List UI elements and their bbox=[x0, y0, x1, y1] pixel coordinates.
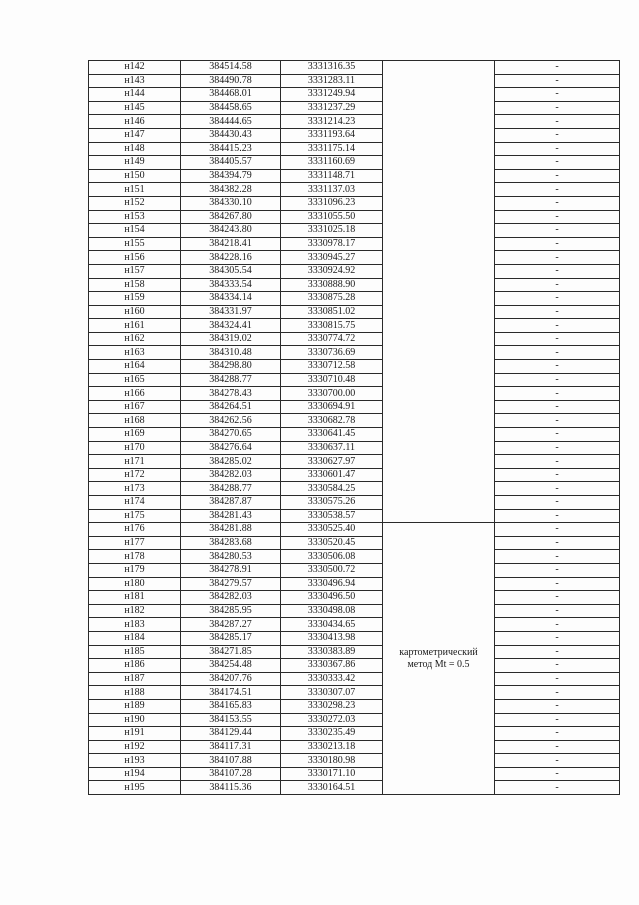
point-name-cell: н171 bbox=[89, 455, 181, 469]
table-row bbox=[89, 292, 620, 306]
dash-cell: - bbox=[495, 128, 620, 142]
point-name-cell: н177 bbox=[89, 536, 181, 550]
table-row bbox=[89, 468, 620, 482]
y-coordinate-cell: 3331025.18 bbox=[281, 224, 383, 238]
dash-cell: - bbox=[495, 400, 620, 414]
table-row bbox=[89, 156, 620, 170]
dash-cell: - bbox=[495, 536, 620, 550]
x-coordinate-cell: 384278.43 bbox=[181, 387, 281, 401]
table-row bbox=[89, 115, 620, 129]
point-name-cell: н194 bbox=[89, 767, 181, 781]
y-coordinate-cell: 3331137.03 bbox=[281, 183, 383, 197]
x-coordinate-cell: 384115.36 bbox=[181, 781, 281, 795]
table-row bbox=[89, 659, 620, 673]
table-row bbox=[89, 305, 620, 319]
y-coordinate-cell: 3331237.29 bbox=[281, 101, 383, 115]
table-row bbox=[89, 360, 620, 374]
y-coordinate-cell: 3330538.57 bbox=[281, 509, 383, 523]
dash-cell: - bbox=[495, 196, 620, 210]
table-row bbox=[89, 373, 620, 387]
point-name-cell: н145 bbox=[89, 101, 181, 115]
table-row bbox=[89, 672, 620, 686]
table-row bbox=[89, 414, 620, 428]
x-coordinate-cell: 384394.79 bbox=[181, 169, 281, 183]
dash-cell: - bbox=[495, 659, 620, 673]
x-coordinate-cell: 384331.97 bbox=[181, 305, 281, 319]
table-row bbox=[89, 400, 620, 414]
x-coordinate-cell: 384282.03 bbox=[181, 468, 281, 482]
x-coordinate-cell: 384279.57 bbox=[181, 577, 281, 591]
coordinates-table-body bbox=[89, 61, 620, 795]
point-name-cell: н188 bbox=[89, 686, 181, 700]
table-row bbox=[89, 169, 620, 183]
dash-cell: - bbox=[495, 496, 620, 510]
dash-cell: - bbox=[495, 183, 620, 197]
y-coordinate-cell: 3330700.00 bbox=[281, 387, 383, 401]
table-row bbox=[89, 781, 620, 795]
table-row bbox=[89, 332, 620, 346]
table-row bbox=[89, 618, 620, 632]
dash-cell: - bbox=[495, 713, 620, 727]
y-coordinate-cell: 3330164.51 bbox=[281, 781, 383, 795]
point-name-cell: н147 bbox=[89, 128, 181, 142]
table-row bbox=[89, 496, 620, 510]
x-coordinate-cell: 384333.54 bbox=[181, 278, 281, 292]
table-row bbox=[89, 278, 620, 292]
y-coordinate-cell: 3330637.11 bbox=[281, 441, 383, 455]
y-coordinate-cell: 3331096.23 bbox=[281, 196, 383, 210]
point-name-cell: н183 bbox=[89, 618, 181, 632]
dash-cell: - bbox=[495, 332, 620, 346]
x-coordinate-cell: 384129.44 bbox=[181, 727, 281, 741]
y-coordinate-cell: 3330875.28 bbox=[281, 292, 383, 306]
table-row bbox=[89, 727, 620, 741]
y-coordinate-cell: 3331175.14 bbox=[281, 142, 383, 156]
point-name-cell: н166 bbox=[89, 387, 181, 401]
dash-cell: - bbox=[495, 591, 620, 605]
dash-cell: - bbox=[495, 577, 620, 591]
dash-cell: - bbox=[495, 631, 620, 645]
table-row bbox=[89, 346, 620, 360]
y-coordinate-cell: 3330641.45 bbox=[281, 428, 383, 442]
table-row bbox=[89, 61, 620, 75]
dash-cell: - bbox=[495, 264, 620, 278]
x-coordinate-cell: 384107.88 bbox=[181, 754, 281, 768]
x-coordinate-cell: 384218.41 bbox=[181, 237, 281, 251]
y-coordinate-cell: 3330272.03 bbox=[281, 713, 383, 727]
point-name-cell: н178 bbox=[89, 550, 181, 564]
x-coordinate-cell: 384288.77 bbox=[181, 482, 281, 496]
y-coordinate-cell: 3330333.42 bbox=[281, 672, 383, 686]
x-coordinate-cell: 384444.65 bbox=[181, 115, 281, 129]
x-coordinate-cell: 384490.78 bbox=[181, 74, 281, 88]
y-coordinate-cell: 3330498.08 bbox=[281, 604, 383, 618]
x-coordinate-cell: 384285.02 bbox=[181, 455, 281, 469]
y-coordinate-cell: 3330712.58 bbox=[281, 360, 383, 374]
y-coordinate-cell: 3331214.23 bbox=[281, 115, 383, 129]
x-coordinate-cell: 384271.85 bbox=[181, 645, 281, 659]
method-cell bbox=[383, 523, 495, 795]
dash-cell: - bbox=[495, 251, 620, 265]
dash-cell: - bbox=[495, 604, 620, 618]
dash-cell: - bbox=[495, 523, 620, 537]
y-coordinate-cell: 3330500.72 bbox=[281, 563, 383, 577]
x-coordinate-cell: 384107.28 bbox=[181, 767, 281, 781]
point-name-cell: н156 bbox=[89, 251, 181, 265]
dash-cell: - bbox=[495, 414, 620, 428]
y-coordinate-cell: 3330171.10 bbox=[281, 767, 383, 781]
x-coordinate-cell: 384281.88 bbox=[181, 523, 281, 537]
dash-cell: - bbox=[495, 672, 620, 686]
point-name-cell: н148 bbox=[89, 142, 181, 156]
y-coordinate-cell: 3331055.50 bbox=[281, 210, 383, 224]
point-name-cell: н160 bbox=[89, 305, 181, 319]
y-coordinate-cell: 3330298.23 bbox=[281, 699, 383, 713]
table-row bbox=[89, 713, 620, 727]
y-coordinate-cell: 3330851.02 bbox=[281, 305, 383, 319]
point-name-cell: н190 bbox=[89, 713, 181, 727]
y-coordinate-cell: 3331148.71 bbox=[281, 169, 383, 183]
table-row bbox=[89, 251, 620, 265]
x-coordinate-cell: 384287.27 bbox=[181, 618, 281, 632]
table-row bbox=[89, 482, 620, 496]
y-coordinate-cell: 3330924.92 bbox=[281, 264, 383, 278]
x-coordinate-cell: 384281.43 bbox=[181, 509, 281, 523]
x-coordinate-cell: 384285.95 bbox=[181, 604, 281, 618]
method-cell-empty bbox=[383, 61, 495, 523]
y-coordinate-cell: 3330213.18 bbox=[281, 740, 383, 754]
dash-cell: - bbox=[495, 88, 620, 102]
point-name-cell: н185 bbox=[89, 645, 181, 659]
x-coordinate-cell: 384254.48 bbox=[181, 659, 281, 673]
y-coordinate-cell: 3331193.64 bbox=[281, 128, 383, 142]
dash-cell: - bbox=[495, 767, 620, 781]
table-row bbox=[89, 237, 620, 251]
y-coordinate-cell: 3331160.69 bbox=[281, 156, 383, 170]
table-row bbox=[89, 767, 620, 781]
dash-cell: - bbox=[495, 509, 620, 523]
table-row bbox=[89, 550, 620, 564]
point-name-cell: н193 bbox=[89, 754, 181, 768]
dash-cell: - bbox=[495, 550, 620, 564]
x-coordinate-cell: 384415.23 bbox=[181, 142, 281, 156]
x-coordinate-cell: 384264.51 bbox=[181, 400, 281, 414]
dash-cell: - bbox=[495, 387, 620, 401]
point-name-cell: н158 bbox=[89, 278, 181, 292]
y-coordinate-cell: 3330627.97 bbox=[281, 455, 383, 469]
x-coordinate-cell: 384382.28 bbox=[181, 183, 281, 197]
x-coordinate-cell: 384165.83 bbox=[181, 699, 281, 713]
y-coordinate-cell: 3330496.50 bbox=[281, 591, 383, 605]
table-row bbox=[89, 740, 620, 754]
point-name-cell: н161 bbox=[89, 319, 181, 333]
point-name-cell: н191 bbox=[89, 727, 181, 741]
table-row bbox=[89, 128, 620, 142]
table-row bbox=[89, 604, 620, 618]
dash-cell: - bbox=[495, 740, 620, 754]
dash-cell: - bbox=[495, 101, 620, 115]
x-coordinate-cell: 384430.43 bbox=[181, 128, 281, 142]
x-coordinate-cell: 384153.55 bbox=[181, 713, 281, 727]
point-name-cell: н162 bbox=[89, 332, 181, 346]
x-coordinate-cell: 384324.41 bbox=[181, 319, 281, 333]
point-name-cell: н181 bbox=[89, 591, 181, 605]
x-coordinate-cell: 384319.02 bbox=[181, 332, 281, 346]
point-name-cell: н186 bbox=[89, 659, 181, 673]
dash-cell: - bbox=[495, 237, 620, 251]
y-coordinate-cell: 3331283.11 bbox=[281, 74, 383, 88]
table-row bbox=[89, 196, 620, 210]
y-coordinate-cell: 3330496.94 bbox=[281, 577, 383, 591]
dash-cell: - bbox=[495, 428, 620, 442]
table-row bbox=[89, 101, 620, 115]
dash-cell: - bbox=[495, 373, 620, 387]
dash-cell: - bbox=[495, 754, 620, 768]
table-row bbox=[89, 536, 620, 550]
x-coordinate-cell: 384267.80 bbox=[181, 210, 281, 224]
dash-cell: - bbox=[495, 142, 620, 156]
y-coordinate-cell: 3330694.91 bbox=[281, 400, 383, 414]
point-name-cell: н172 bbox=[89, 468, 181, 482]
table-row bbox=[89, 142, 620, 156]
y-coordinate-cell: 3330774.72 bbox=[281, 332, 383, 346]
x-coordinate-cell: 384405.57 bbox=[181, 156, 281, 170]
y-coordinate-cell: 3330520.45 bbox=[281, 536, 383, 550]
point-name-cell: н157 bbox=[89, 264, 181, 278]
point-name-cell: н153 bbox=[89, 210, 181, 224]
x-coordinate-cell: 384278.91 bbox=[181, 563, 281, 577]
table-row bbox=[89, 563, 620, 577]
table-row bbox=[89, 455, 620, 469]
point-name-cell: н169 bbox=[89, 428, 181, 442]
x-coordinate-cell: 384270.65 bbox=[181, 428, 281, 442]
dash-cell: - bbox=[495, 781, 620, 795]
point-name-cell: н143 bbox=[89, 74, 181, 88]
dash-cell: - bbox=[495, 169, 620, 183]
table-row bbox=[89, 88, 620, 102]
point-name-cell: н187 bbox=[89, 672, 181, 686]
dash-cell: - bbox=[495, 482, 620, 496]
point-name-cell: н184 bbox=[89, 631, 181, 645]
x-coordinate-cell: 384228.16 bbox=[181, 251, 281, 265]
point-name-cell: н168 bbox=[89, 414, 181, 428]
x-coordinate-cell: 384243.80 bbox=[181, 224, 281, 238]
y-coordinate-cell: 3330383.89 bbox=[281, 645, 383, 659]
y-coordinate-cell: 3330584.25 bbox=[281, 482, 383, 496]
table-row bbox=[89, 509, 620, 523]
table-row bbox=[89, 74, 620, 88]
y-coordinate-cell: 3330525.40 bbox=[281, 523, 383, 537]
x-coordinate-cell: 384207.76 bbox=[181, 672, 281, 686]
dash-cell: - bbox=[495, 468, 620, 482]
x-coordinate-cell: 384283.68 bbox=[181, 536, 281, 550]
dash-cell: - bbox=[495, 74, 620, 88]
point-name-cell: н151 bbox=[89, 183, 181, 197]
table-row bbox=[89, 441, 620, 455]
y-coordinate-cell: 3331249.94 bbox=[281, 88, 383, 102]
point-name-cell: н182 bbox=[89, 604, 181, 618]
x-coordinate-cell: 384174.51 bbox=[181, 686, 281, 700]
point-name-cell: н142 bbox=[89, 61, 181, 75]
point-name-cell: н152 bbox=[89, 196, 181, 210]
x-coordinate-cell: 384262.56 bbox=[181, 414, 281, 428]
x-coordinate-cell: 384468.01 bbox=[181, 88, 281, 102]
x-coordinate-cell: 384330.10 bbox=[181, 196, 281, 210]
table-row bbox=[89, 210, 620, 224]
point-name-cell: н195 bbox=[89, 781, 181, 795]
y-coordinate-cell: 3330575.26 bbox=[281, 496, 383, 510]
point-name-cell: н146 bbox=[89, 115, 181, 129]
point-name-cell: н173 bbox=[89, 482, 181, 496]
dash-cell: - bbox=[495, 699, 620, 713]
x-coordinate-cell: 384334.14 bbox=[181, 292, 281, 306]
x-coordinate-cell: 384288.77 bbox=[181, 373, 281, 387]
point-name-cell: н176 bbox=[89, 523, 181, 537]
y-coordinate-cell: 3330945.27 bbox=[281, 251, 383, 265]
dash-cell: - bbox=[495, 686, 620, 700]
method-line-2: метод Mt = 0.5 bbox=[407, 658, 470, 670]
dash-cell: - bbox=[495, 346, 620, 360]
x-coordinate-cell: 384280.53 bbox=[181, 550, 281, 564]
y-coordinate-cell: 3330601.47 bbox=[281, 468, 383, 482]
coordinates-table bbox=[88, 60, 620, 795]
table-row bbox=[89, 319, 620, 333]
dash-cell: - bbox=[495, 441, 620, 455]
table-row bbox=[89, 183, 620, 197]
x-coordinate-cell: 384458.65 bbox=[181, 101, 281, 115]
table-row bbox=[89, 754, 620, 768]
dash-cell: - bbox=[495, 305, 620, 319]
y-coordinate-cell: 3330434.65 bbox=[281, 618, 383, 632]
point-name-cell: н175 bbox=[89, 509, 181, 523]
y-coordinate-cell: 3330888.90 bbox=[281, 278, 383, 292]
dash-cell: - bbox=[495, 292, 620, 306]
point-name-cell: н155 bbox=[89, 237, 181, 251]
table-row bbox=[89, 577, 620, 591]
y-coordinate-cell: 3330180.98 bbox=[281, 754, 383, 768]
x-coordinate-cell: 384298.80 bbox=[181, 360, 281, 374]
table-row bbox=[89, 645, 620, 659]
point-name-cell: н164 bbox=[89, 360, 181, 374]
y-coordinate-cell: 3330506.08 bbox=[281, 550, 383, 564]
x-coordinate-cell: 384117.31 bbox=[181, 740, 281, 754]
dash-cell: - bbox=[495, 156, 620, 170]
x-coordinate-cell: 384285.17 bbox=[181, 631, 281, 645]
point-name-cell: н189 bbox=[89, 699, 181, 713]
point-name-cell: н144 bbox=[89, 88, 181, 102]
table-row bbox=[89, 264, 620, 278]
y-coordinate-cell: 3330736.69 bbox=[281, 346, 383, 360]
x-coordinate-cell: 384287.87 bbox=[181, 496, 281, 510]
y-coordinate-cell: 3330413.98 bbox=[281, 631, 383, 645]
point-name-cell: н167 bbox=[89, 400, 181, 414]
x-coordinate-cell: 384514.58 bbox=[181, 61, 281, 75]
y-coordinate-cell: 3330815.75 bbox=[281, 319, 383, 333]
point-name-cell: н192 bbox=[89, 740, 181, 754]
table-row bbox=[89, 387, 620, 401]
dash-cell: - bbox=[495, 360, 620, 374]
dash-cell: - bbox=[495, 61, 620, 75]
point-name-cell: н159 bbox=[89, 292, 181, 306]
method-line-1: картометрический bbox=[399, 646, 478, 658]
dash-cell: - bbox=[495, 563, 620, 577]
point-name-cell: н179 bbox=[89, 563, 181, 577]
y-coordinate-cell: 3330367.86 bbox=[281, 659, 383, 673]
y-coordinate-cell: 3330307.07 bbox=[281, 686, 383, 700]
y-coordinate-cell: 3330710.48 bbox=[281, 373, 383, 387]
table-row bbox=[89, 631, 620, 645]
y-coordinate-cell: 3330235.49 bbox=[281, 727, 383, 741]
table-row bbox=[89, 686, 620, 700]
dash-cell: - bbox=[495, 319, 620, 333]
dash-cell: - bbox=[495, 455, 620, 469]
table-row bbox=[89, 428, 620, 442]
table-row bbox=[89, 224, 620, 238]
dash-cell: - bbox=[495, 210, 620, 224]
x-coordinate-cell: 384282.03 bbox=[181, 591, 281, 605]
y-coordinate-cell: 3330978.17 bbox=[281, 237, 383, 251]
dash-cell: - bbox=[495, 115, 620, 129]
y-coordinate-cell: 3331316.35 bbox=[281, 61, 383, 75]
point-name-cell: н163 bbox=[89, 346, 181, 360]
dash-cell: - bbox=[495, 727, 620, 741]
table-row bbox=[89, 523, 620, 537]
x-coordinate-cell: 384310.48 bbox=[181, 346, 281, 360]
point-name-cell: н165 bbox=[89, 373, 181, 387]
x-coordinate-cell: 384305.54 bbox=[181, 264, 281, 278]
table-row bbox=[89, 699, 620, 713]
point-name-cell: н154 bbox=[89, 224, 181, 238]
dash-cell: - bbox=[495, 645, 620, 659]
dash-cell: - bbox=[495, 618, 620, 632]
table-row bbox=[89, 591, 620, 605]
dash-cell: - bbox=[495, 278, 620, 292]
point-name-cell: н180 bbox=[89, 577, 181, 591]
y-coordinate-cell: 3330682.78 bbox=[281, 414, 383, 428]
point-name-cell: н174 bbox=[89, 496, 181, 510]
point-name-cell: н149 bbox=[89, 156, 181, 170]
x-coordinate-cell: 384276.64 bbox=[181, 441, 281, 455]
point-name-cell: н170 bbox=[89, 441, 181, 455]
point-name-cell: н150 bbox=[89, 169, 181, 183]
dash-cell: - bbox=[495, 224, 620, 238]
